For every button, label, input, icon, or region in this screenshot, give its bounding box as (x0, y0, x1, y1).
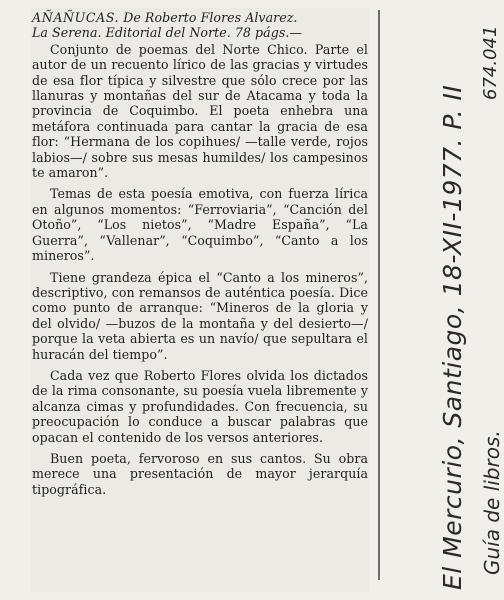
review-column (32, 10, 368, 503)
review-paragraph-5: Buen poeta, fervoroso en sus cantos. Su obra merece una presentación de mayor jerarquía tipográfica. (32, 450, 368, 497)
book-publication: La Serena. Editorial del Norte. 78 págs.— (32, 25, 303, 41)
book-title: AÑAÑUCAS. (32, 10, 120, 25)
review-paragraph-3: Tiene grandeza épica el “Canto a los mineros”, descriptivo, con remansos de auténtica poesía. Dice como punto de arranque: “Mineros de la gloria y del olvido/ —buzos de la montaña y del desierto—/ porque la veta abierta es un navío/ que sepultara el huracán del tiempo”. (32, 269, 368, 362)
review-header (32, 10, 368, 25)
handwritten-catalog-code: 674.041 (480, 25, 501, 100)
book-author: De Roberto Flores Alvarez. (123, 10, 298, 25)
handwritten-source-note: El Mercurio, Santiago, 18-XII-1977. P. II (438, 84, 467, 590)
margin-rule (378, 10, 380, 580)
review-paragraph-4: Cada vez que Roberto Flores olvida los dictados de la rima consonante, su poesía vuela libremente y alcanza cimas y profundidades. Con frecuencia, su preocupación lo conduce a buscar palabras que opacan el contenido de los versos anteriores. (32, 367, 368, 445)
review-paragraph-1: Conjunto de poemas del Norte Chico. Parte el autor de un recuento lírico de las gracias y virtudes de esa flor típica y silvestre que sólo crece por las llanuras y montañas del sur de Atacama y toda la provincia de Coquimbo. El poeta enhebra una metáfora continuada para cantar la gracia de esa flor: “Hermana de los copihues/ —talle verde, rojos labios—/ sobre sus mesas humildes/ los campesinos te amaron”. (32, 41, 368, 181)
review-paragraph-2: Temas de esta poesía emotiva, con fuerza lírica en algunos momentos: “Ferroviaria”, “Canción del Otoño”, “Los nietos”, “Madre España”, “La Guerra”, “Vallenar”, “Coquimbo”, “Canto a los mineros”. (32, 186, 368, 264)
handwritten-section-note: Guía de libros. (480, 430, 504, 575)
